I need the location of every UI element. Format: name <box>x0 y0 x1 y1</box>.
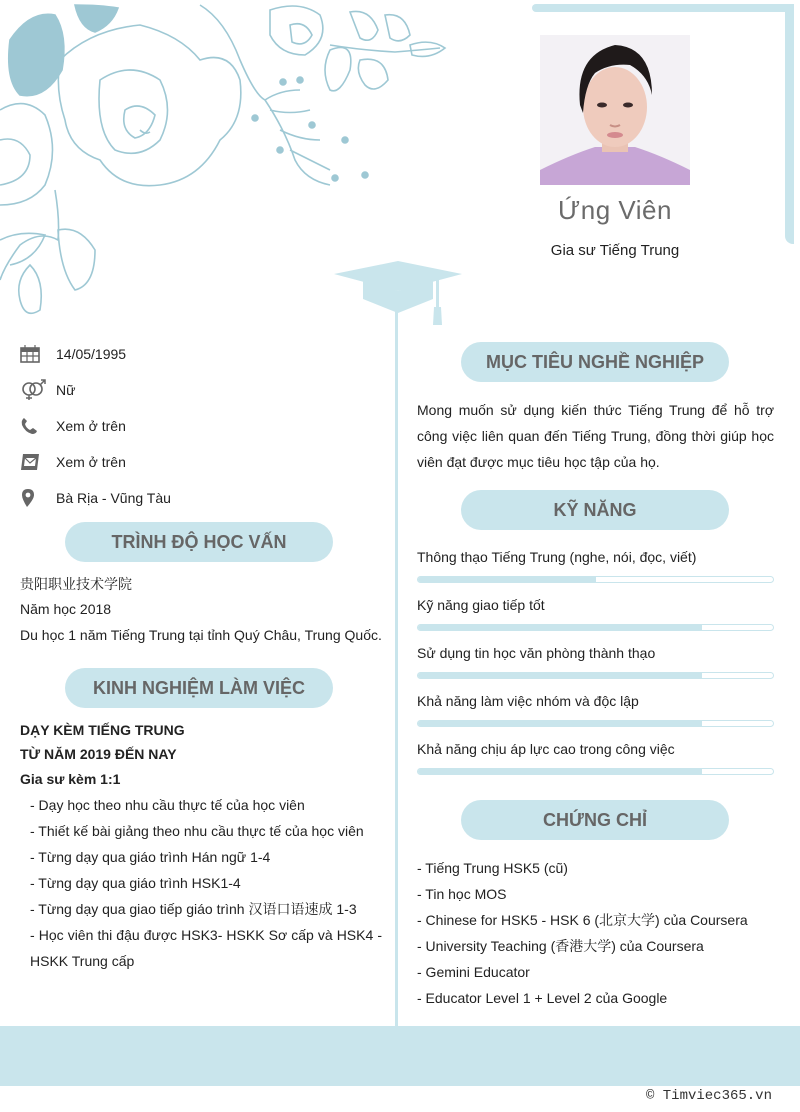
email-icon <box>20 451 56 473</box>
skills-heading: KỸ NĂNG <box>461 490 729 530</box>
education-school: 贵阳职业技术学院 <box>20 576 132 592</box>
footer-band <box>0 1026 800 1086</box>
candidate-name: Ứng Viên <box>558 195 672 225</box>
gender-value: Nữ <box>56 382 76 398</box>
phone-value: Xem ở trên <box>56 418 126 434</box>
phone-icon <box>20 415 56 437</box>
objective-text: Mong muốn sử dụng kiến thức Tiếng Trung để hỗ trợ công việc liên quan đến Tiếng Trung, đồng thời giúp học viên đạt được mục tiêu học tập của họ. <box>417 402 774 470</box>
experience-item: - Học viên thi đậu được HSK3- HSKK Sơ cấp và HSK4 - HSKK Trung cấp <box>30 927 382 969</box>
objective-heading: MỤC TIÊU NGHỀ NGHIỆP <box>461 342 729 382</box>
job-title: Gia sư Tiếng Trung <box>550 242 680 259</box>
skill-bar <box>417 720 774 727</box>
experience-item: - Dạy học theo nhu cầu thực tế của học viên <box>30 797 305 813</box>
skill-label: Khả năng làm việc nhóm và độc lập <box>417 693 639 709</box>
skill-bar-fill <box>418 577 596 582</box>
certificates-heading: CHỨNG CHỈ <box>461 800 729 840</box>
skill-bar <box>417 768 774 775</box>
experience-position: DẠY KÈM TIẾNG TRUNG <box>20 722 185 738</box>
skill-bar-fill <box>418 769 702 774</box>
certificate-item: - Chinese for HSK5 - HSK 6 (北京大学) của Coursera <box>417 912 748 928</box>
skill-label: Sử dụng tin học văn phòng thành thạo <box>417 645 656 661</box>
skill-label: Khả năng chịu áp lực cao trong công việc <box>417 741 675 757</box>
certificate-item: - Tin học MOS <box>417 886 507 902</box>
email-value: Xem ở trên <box>56 454 126 470</box>
experience-item: - Thiết kế bài giảng theo nhu cầu thực tế của học viên <box>30 823 364 839</box>
certificate-item: - Gemini Educator <box>417 964 530 980</box>
info-phone <box>20 414 126 438</box>
skill-bar <box>417 624 774 631</box>
experience-heading: KINH NGHIỆM LÀM VIỆC <box>65 668 333 708</box>
info-birthdate <box>20 342 126 366</box>
skill-bar-fill <box>418 625 702 630</box>
experience-period: TỪ NĂM 2019 ĐẾN NAY <box>20 746 177 762</box>
certificate-item: - University Teaching (香港大学) của Coursera <box>417 938 704 954</box>
experience-role: Gia sư kèm 1:1 <box>20 771 121 787</box>
skill-bar-fill <box>418 673 702 678</box>
experience-item: - Từng dạy qua giáo trình Hán ngữ 1-4 <box>30 849 271 865</box>
experience-item: - Từng dạy qua giao tiếp giáo trình 汉语口语速成 1-3 <box>30 901 357 917</box>
info-location <box>20 486 171 510</box>
graduation-cap-icon <box>334 261 462 327</box>
birthdate-value: 14/05/1995 <box>56 346 127 362</box>
location-value: Bà Rịa - Vũng Tàu <box>56 490 171 506</box>
skill-label: Thông thạo Tiếng Trung (nghe, nói, đọc, viết) <box>417 549 697 565</box>
copyright-text: © Timviec365.vn <box>645 1088 772 1104</box>
skill-bar-fill <box>418 721 702 726</box>
skill-bar <box>417 672 774 679</box>
portrait-image <box>540 35 690 185</box>
candidate-photo <box>540 35 690 185</box>
column-divider <box>395 305 398 1026</box>
calendar-icon <box>20 343 56 365</box>
education-heading: TRÌNH ĐỘ HỌC VẤN <box>65 522 333 562</box>
certificate-item: - Educator Level 1 + Level 2 của Google <box>417 990 668 1006</box>
gender-icon <box>20 379 56 401</box>
skill-label: Kỹ năng giao tiếp tốt <box>417 597 545 613</box>
education-detail: Du học 1 năm Tiếng Trung tại tỉnh Quý Châu, Trung Quốc. <box>20 627 382 643</box>
info-gender <box>20 378 75 402</box>
education-year: Năm học 2018 <box>20 601 112 617</box>
frame-top-border <box>532 4 794 12</box>
certificate-item: - Tiếng Trung HSK5 (cũ) <box>417 860 568 876</box>
frame-right-border <box>785 4 794 244</box>
location-pin-icon <box>20 487 56 509</box>
skill-bar <box>417 576 774 583</box>
experience-item: - Từng dạy qua giáo trình HSK1-4 <box>30 875 241 891</box>
info-email <box>20 450 126 474</box>
